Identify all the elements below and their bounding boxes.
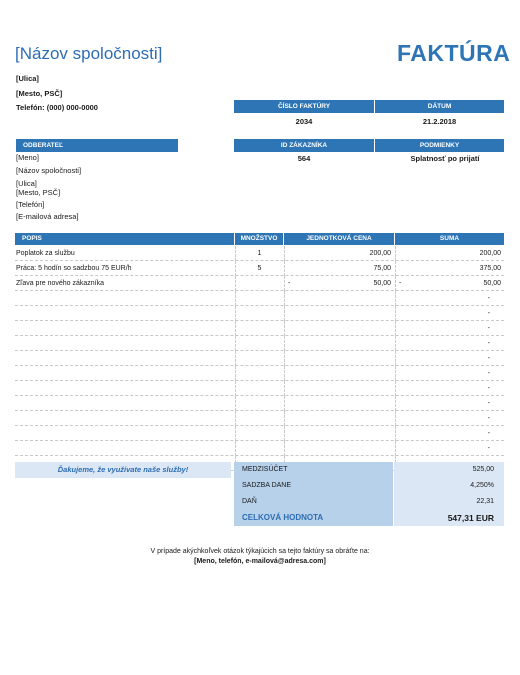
item-quantity — [235, 351, 283, 366]
date-label: DÁTUM — [375, 100, 504, 113]
empty-amount: - — [487, 355, 490, 362]
item-quantity — [235, 441, 283, 456]
bill-to-phone: [Telefón] — [16, 200, 45, 209]
item-amount — [395, 426, 504, 441]
subtotal-value: 525,00 — [394, 462, 504, 478]
amount-sign: - — [399, 280, 402, 287]
item-amount — [395, 441, 504, 456]
empty-amount: - — [487, 400, 490, 407]
table-row — [15, 261, 504, 276]
terms-label: PODMIENKY — [375, 139, 504, 152]
empty-table-row — [15, 366, 504, 381]
item-quantity: 1 — [235, 246, 283, 261]
invoice-date: 21.2.2018 — [422, 117, 457, 126]
empty-amount: - — [487, 415, 490, 422]
item-quantity — [235, 426, 283, 441]
item-amount — [395, 336, 504, 351]
item-unit-price — [284, 321, 394, 336]
item-amount — [395, 396, 504, 411]
tax-value: 22,31 — [394, 494, 504, 510]
item-unit-price — [284, 366, 394, 381]
bill-to-label: ODBERATEĽ — [16, 139, 178, 152]
item-quantity — [235, 276, 283, 291]
item-description — [16, 366, 234, 381]
empty-amount: - — [487, 445, 490, 452]
bill-to-city: [Mesto, PSČ] — [16, 188, 61, 197]
customer-id: 564 — [297, 154, 311, 163]
empty-table-row — [15, 411, 504, 426]
item-amount — [395, 306, 504, 321]
footer-note: V prípade akýchkoľvek otázok týkajúcich sa tejto faktúry sa obráťte na: — [150, 548, 370, 555]
table-row — [15, 246, 504, 261]
table-row — [15, 276, 504, 291]
empty-amount: - — [487, 310, 490, 317]
bill-to-company: [Názov spoločnosti] — [16, 166, 82, 175]
item-amount — [395, 411, 504, 426]
item-unit-price — [284, 426, 394, 441]
item-description — [16, 306, 234, 321]
empty-table-row — [15, 306, 504, 321]
invoice-number: 2034 — [295, 117, 313, 126]
item-amount — [395, 276, 504, 291]
col-description-header: POPIS — [15, 233, 234, 245]
item-unit-price — [284, 276, 394, 291]
unit-price-value: 75,00 — [373, 265, 391, 272]
item-unit-price — [284, 411, 394, 426]
item-amount — [395, 381, 504, 396]
col-amount-header: SUMA — [395, 233, 504, 245]
unit-price-value: 50,00 — [373, 280, 391, 287]
item-quantity — [235, 291, 283, 306]
item-quantity — [235, 306, 283, 321]
sender-city: [Mesto, PSČ] — [16, 89, 63, 98]
item-unit-price — [284, 381, 394, 396]
bill-to-email: [E-mailová adresa] — [16, 212, 79, 221]
company-name: [Názov spoločnosti] — [15, 44, 163, 63]
item-description — [16, 321, 234, 336]
payment-terms: Splatnosť po prijatí — [410, 154, 480, 163]
sender-phone: Telefón: (000) 000-0000 — [16, 103, 98, 112]
totals-block — [15, 462, 504, 526]
item-quantity: 5 — [235, 261, 283, 276]
item-amount — [395, 321, 504, 336]
total-label: CELKOVÁ HODNOTA — [234, 510, 393, 526]
item-quantity — [235, 366, 283, 381]
total-value: 547,31 EUR — [394, 510, 504, 526]
item-description — [16, 291, 234, 306]
item-description — [16, 351, 234, 366]
item-quantity — [235, 396, 283, 411]
item-amount — [395, 366, 504, 381]
empty-amount: - — [487, 385, 490, 392]
unit-price-value: 200,00 — [369, 250, 391, 257]
empty-table-row — [15, 351, 504, 366]
item-description — [16, 411, 234, 426]
items-table — [15, 233, 504, 453]
item-unit-price — [284, 246, 394, 261]
tax-rate-label: SADZBA DANE — [234, 478, 393, 494]
empty-table-row — [15, 426, 504, 441]
item-unit-price — [284, 336, 394, 351]
tax-label: DAŇ — [234, 494, 393, 510]
empty-table-row — [15, 396, 504, 411]
bill-to-street: [Ulica] — [16, 179, 37, 188]
col-quantity-header: MNOŽSTVO — [235, 233, 283, 245]
item-description: Zľava pre nového zákazníka — [16, 280, 105, 287]
item-amount — [395, 351, 504, 366]
unit-price-sign: - — [288, 280, 291, 287]
empty-table-row — [15, 381, 504, 396]
empty-amount: - — [487, 340, 490, 347]
empty-amount: - — [487, 325, 490, 332]
item-unit-price — [284, 396, 394, 411]
bill-to-name: [Meno] — [16, 153, 39, 162]
item-description: Poplatok za službu — [16, 250, 75, 257]
amount-value: 375,00 — [479, 265, 501, 272]
item-description: Práca: 5 hodín so sadzbou 75 EUR/h — [16, 265, 132, 272]
sender-street: [Ulica] — [16, 74, 39, 83]
empty-amount: - — [487, 370, 490, 377]
item-description — [16, 336, 234, 351]
empty-table-row — [15, 441, 504, 456]
item-quantity — [235, 381, 283, 396]
item-unit-price — [284, 291, 394, 306]
empty-table-row — [15, 336, 504, 351]
tax-rate-value: 4,250% — [394, 478, 504, 494]
item-amount — [395, 246, 504, 261]
invoice-number-label: ČÍSLO FAKTÚRY — [234, 100, 374, 113]
col-unit-price-header: JEDNOTKOVÁ CENA — [284, 233, 394, 245]
item-unit-price — [284, 261, 394, 276]
item-unit-price — [284, 441, 394, 456]
item-description — [16, 396, 234, 411]
customer-id-label: ID ZÁKAZNÍKA — [234, 139, 374, 152]
amount-value: 50,00 — [483, 280, 501, 287]
empty-table-row — [15, 321, 504, 336]
empty-table-row — [15, 291, 504, 306]
item-description — [16, 441, 234, 456]
item-amount — [395, 291, 504, 306]
item-quantity — [235, 336, 283, 351]
amount-value: 200,00 — [479, 250, 501, 257]
item-unit-price — [284, 351, 394, 366]
invoice-title: FAKTÚRA — [397, 40, 511, 66]
item-quantity — [235, 411, 283, 426]
footer-contact: [Meno, telefón, e-mailová@adresa.com] — [194, 558, 326, 565]
item-description — [16, 426, 234, 441]
item-description — [16, 381, 234, 396]
item-quantity — [235, 321, 283, 336]
subtotal-label: MEDZISÚČET — [234, 462, 393, 478]
item-unit-price — [284, 306, 394, 321]
empty-amount: - — [487, 430, 490, 437]
thank-you-note: Ďakujeme, že využívate naše služby! — [15, 462, 231, 478]
empty-amount: - — [487, 295, 490, 302]
item-amount — [395, 261, 504, 276]
